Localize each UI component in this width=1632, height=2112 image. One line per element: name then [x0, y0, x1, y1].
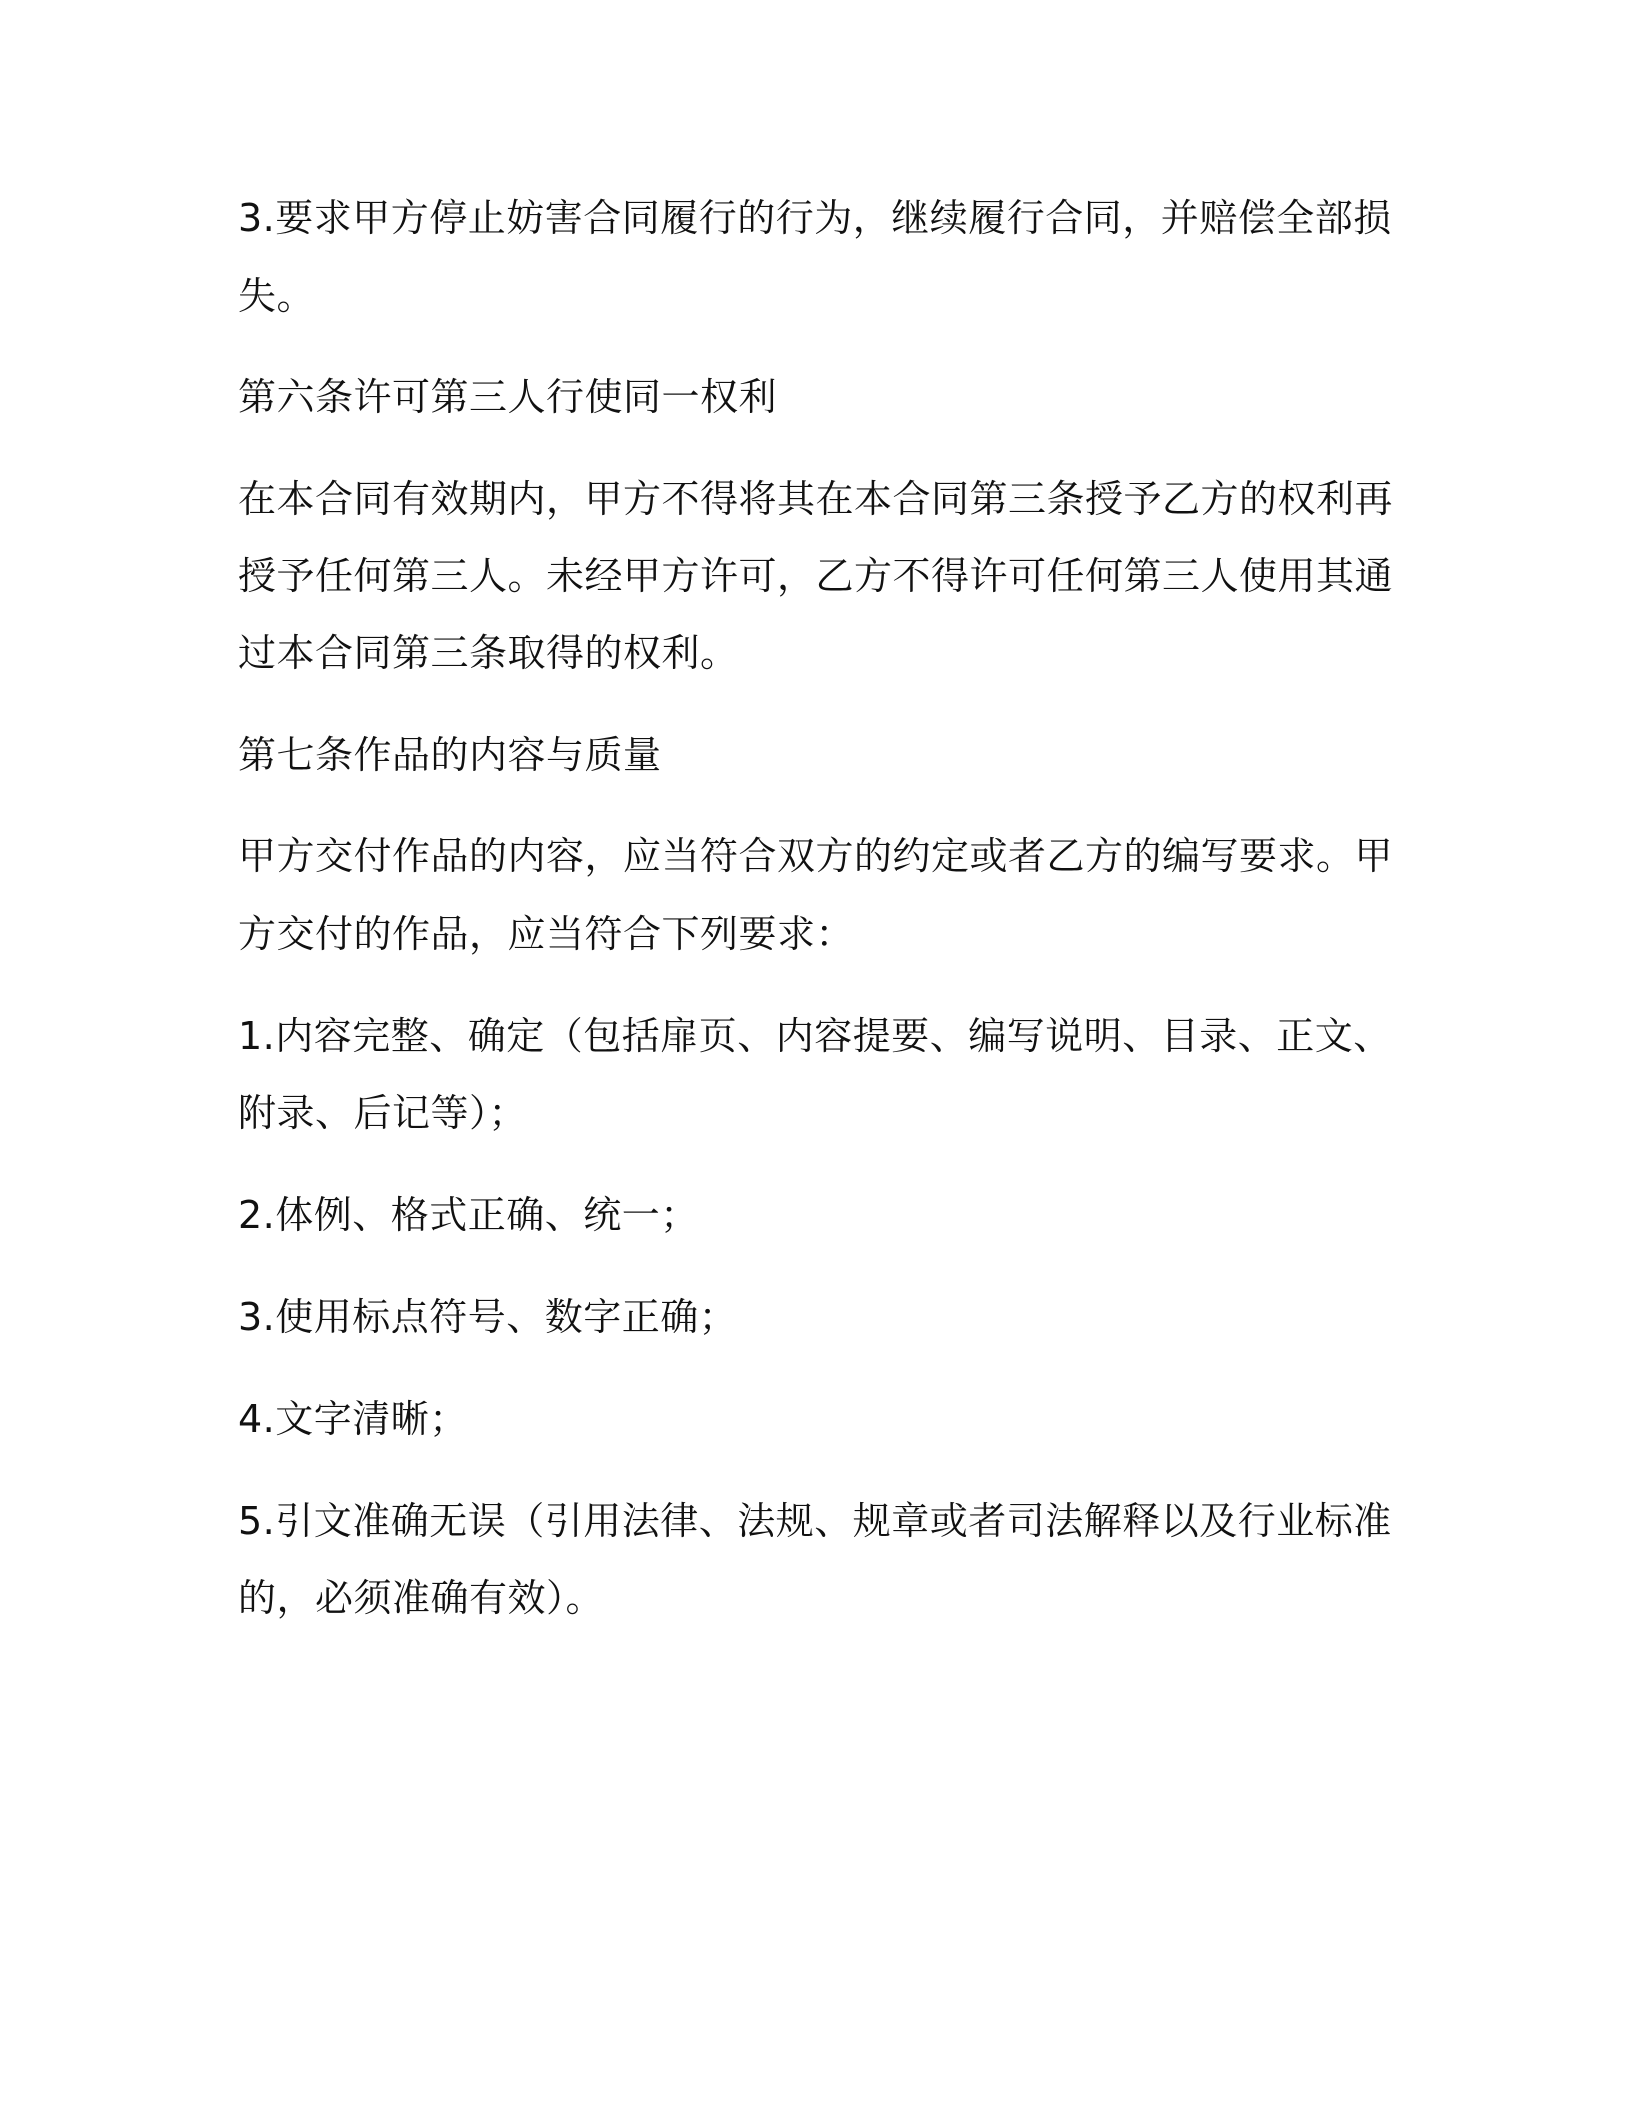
paragraph-article-6-line-2: 授予任何第三人。未经甲方许可，乙方不得许可任何第三人使用其通 [238, 554, 1394, 598]
paragraph-item-3-line-1: 3.要求甲方停止妨害合同履行的行为，继续履行合同，并赔偿全部损 [238, 196, 1392, 240]
paragraph-article-6-line-3: 过本合同第三条取得的权利。 [238, 631, 739, 675]
list-item-4: 4.文字清晰； [238, 1397, 468, 1441]
list-item-1-line-1: 1.内容完整、确定（包括扉页、内容提要、编写说明、目录、正文、 [238, 1014, 1392, 1058]
paragraph-article-6-line-1: 在本合同有效期内，甲方不得将其在本合同第三条授予乙方的权利再 [238, 477, 1394, 521]
list-item-5-line-2: 的，必须准确有效）。 [238, 1576, 605, 1620]
paragraph-article-7-line-1: 甲方交付作品的内容，应当符合双方的约定或者乙方的编写要求。甲 [238, 834, 1394, 878]
list-item-5-line-1: 5.引文准确无误（引用法律、法规、规章或者司法解释以及行业标准 [238, 1499, 1392, 1543]
section-heading-article-7: 第七条作品的内容与质量 [238, 733, 662, 777]
paragraph-article-7-line-2: 方交付的作品，应当符合下列要求： [238, 912, 855, 956]
list-item-1-line-2: 附录、后记等）； [238, 1091, 528, 1135]
section-heading-article-6: 第六条许可第三人行使同一权利 [238, 375, 778, 419]
paragraph-item-3-line-2: 失。 [238, 274, 316, 318]
list-item-2: 2.体例、格式正确、统一； [238, 1193, 699, 1237]
list-item-3: 3.使用标点符号、数字正确； [238, 1295, 738, 1339]
